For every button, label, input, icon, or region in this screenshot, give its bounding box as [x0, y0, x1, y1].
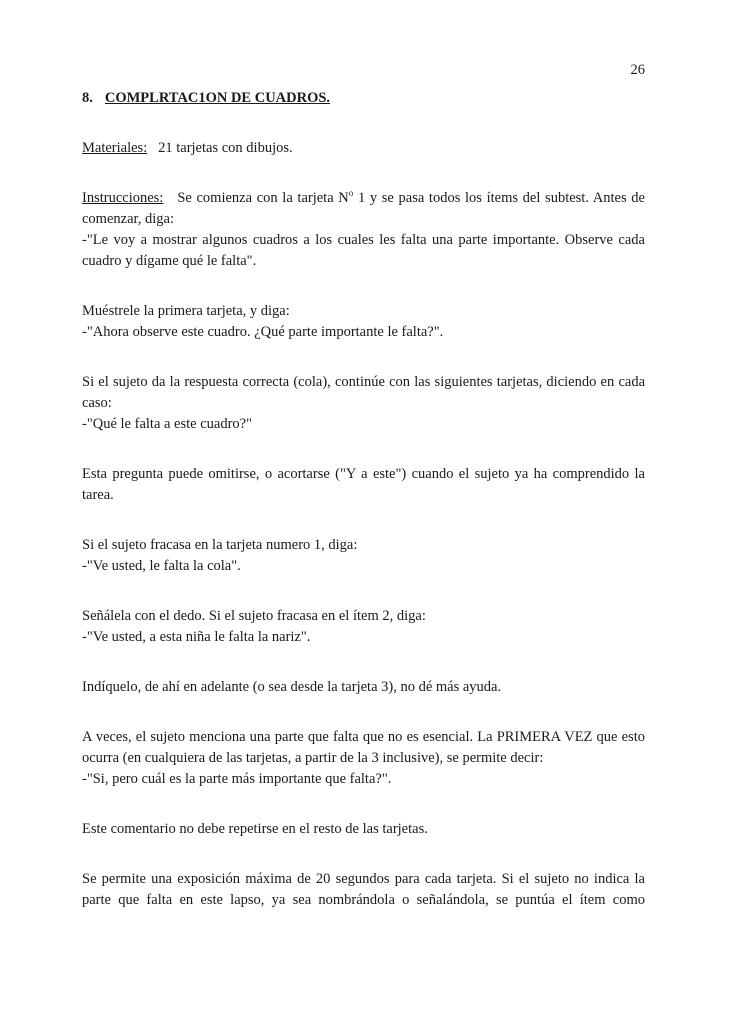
paragraph-6: Indíquelo, de ahí en adelante (o sea desde la tarjeta 3), no dé más ayuda.: [82, 679, 502, 695]
section-number: 8.: [82, 90, 93, 106]
materials-text: 21 tarjetas con dibujos.: [158, 140, 293, 156]
paragraph-1: Muéstrele la primera tarjeta, y diga:: [82, 303, 290, 319]
materials-label: Materiales:: [82, 140, 148, 156]
paragraph-4: Si el sujeto fracasa en la tarjeta numero 1, diga:: [82, 537, 358, 553]
paragraph-8: Este comentario no debe repetirse en el resto de las tarjetas.: [82, 821, 428, 837]
section-heading: [82, 88, 645, 109]
paragraph-5: Señálela con el dedo. Si el sujeto fracasa en el ítem 2, diga:: [82, 608, 426, 624]
instructions-quote: -"Le voy a mostrar algunos cuadros a los cuales les falta una parte importante. Observe cada cuadro y dígame qué le falta".: [82, 232, 645, 269]
paragraph-5-quote: -"Ve usted, a esta niña le falta la nariz".: [82, 629, 311, 645]
paragraph-2: Si el sujeto da la respuesta correcta (cola), continúe con las siguientes tarjetas, diciendo en cada caso:: [82, 374, 645, 411]
paragraph-7: A veces, el sujeto menciona una parte que falta que no es esencial. La PRIMERA VEZ que esto ocurra (en cualquiera de las tarjetas, a partir de la 3 inclusive), se permite decir:: [82, 729, 645, 766]
instructions-paragraph: [82, 188, 645, 230]
paragraph-7-quote: -"Si, pero cuál es la parte más importante que falta?".: [82, 771, 392, 787]
instructions-text-b: 1 y se pasa todos los ítems del subtest. Antes de comenzar, diga:: [82, 190, 645, 227]
page-number: 26: [630, 62, 645, 78]
instructions-superscript: o: [348, 188, 354, 198]
section-title: COMPLRTAC1ON DE CUADROS.: [104, 90, 331, 106]
paragraph-4-quote: -"Ve usted, le falta la cola".: [82, 558, 241, 574]
instructions-label: Instrucciones:: [82, 190, 164, 206]
paragraph-9: Se permite una exposición máxima de 20 segundos para cada tarjeta. Si el sujeto no indica la parte que falta en este lapso, ya sea nombrándola o señalándola, se puntúa el ítem como: [82, 871, 645, 908]
instructions-text-a: Se comienza con la tarjeta N: [177, 190, 349, 206]
materials-paragraph: [82, 138, 645, 159]
page-content: [82, 88, 645, 911]
paragraph-2-quote: -"Qué le falta a este cuadro?": [82, 416, 253, 432]
paragraph-3: Esta pregunta puede omitirse, o acortarse ("Y a este") cuando el sujeto ya ha comprendido la tarea.: [82, 466, 645, 503]
paragraph-1-quote: -"Ahora observe este cuadro. ¿Qué parte importante le falta?".: [82, 324, 444, 340]
